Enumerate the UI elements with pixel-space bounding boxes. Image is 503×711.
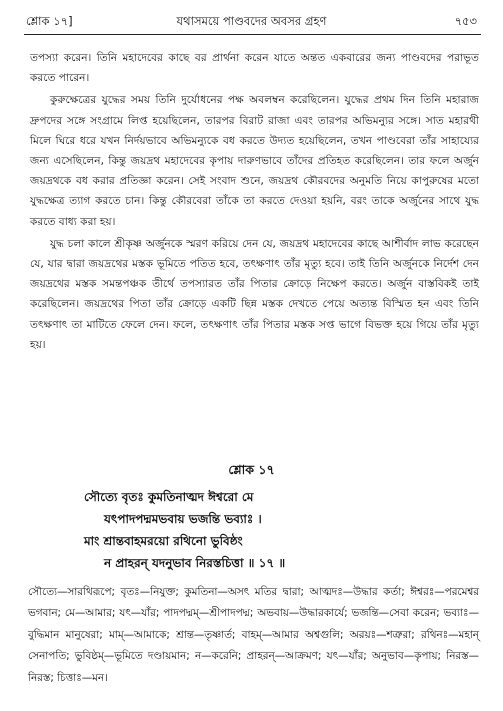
verse-text xyxy=(84,486,473,574)
header-verse-ref: শ্লোক ১৭] xyxy=(26,14,73,28)
paragraph: তপস্যা করেন। তিনি মহাদেবের কাছে বর প্রার্থনা করেন যাতে অন্তত একবারের জন্য পাণ্ডবদের পরাভূত করতে পারেন। xyxy=(30,52,479,85)
header-rule xyxy=(24,34,481,35)
paragraph: যুদ্ধ চলা কালে শ্রীকৃষ্ণ অর্জুনকে স্মরণ করিয়ে দেন যে, জয়দ্রথ মহাদেবের কাছে আশীর্বাদ লাভ করেছেন যে, যার দ্বারা জয়দ্রথের মস্তক ভূমিতে পতিত হবে, তৎক্ষণাৎ তাঁর মৃত্যু হবে। তাই তিনি অর্জুনকে নির্দেশ দেন জয়দ্রথের মস্তক সমন্তপঞ্চক তীর্থে তপস্যারত তাঁর পিতার ক্রোড়ে নিক্ষেপ করতে। অর্জুন বাস্তবিকই তাই করেছিলেন। জয়দ্রথের পিতা তাঁর ক্রোড়ে একটি ছিন্ন মস্তক দেখতে পেয়ে অত্যন্ত বিস্মিত হন এবং তিনি তৎক্ষণাৎ তা মাটিতে ফেলে দেন। ফলে, তৎক্ষণাৎ তাঁর পিতার মস্তক সপ্ত ভাগে বিভক্ত হয়ে গিয়ে তাঁর মৃত্যু হয়। xyxy=(30,237,479,351)
verse-title: শ্লোক ১৭ xyxy=(228,462,275,477)
verse-line: মাং শ্রান্তবাহমরয়ো রথিনো ভুবিষ্ঠং xyxy=(84,534,243,548)
page-number: ৭৫৩ xyxy=(454,14,477,28)
word-meanings: সৌত্যে—সারথিরূপে; বৃতঃ—নিযুক্ত; কুমতিনা—অসৎ মতির দ্বারা; আত্মদঃ—উদ্ধার কর্তা; ঈশ্বরঃ—পরমেশ্বর ভগবান; মে—আমার; যৎ—যাঁর; পাদপদ্মম্—শ্রীপাদপদ্ম; অভবায়—উদ্ধারকার্যে; ভজন্তি—সেবা করেন; ভব্যাঃ—বুদ্ধিমান মানুষেরা; মাম্—আমাকে; শ্রান্ত—তৃষ্ণার্ত; বাহম্—আমার অশ্বগুলি; অরয়ঃ—শত্রুরা; রথিনঃ—মহান্ সেনাপতি; ভুবিষ্ঠম্—ভূমিতে দণ্ডায়মান; ন—করেনি; প্রাহরন্—আক্রমণ; যৎ—যাঁর; অনুভাব—কৃপায়; নিরস্ত—নিরস্ত; চিত্তাঃ—মন। xyxy=(28,586,479,684)
header-chapter-title: যথাসময়ে পাণ্ডবদের অবসর গ্রহণ xyxy=(176,14,327,28)
running-header xyxy=(26,10,477,32)
commentary-text xyxy=(30,48,479,357)
paragraph: কুরুক্ষেত্রের যুদ্ধের সময় তিনি দুর্যোধনের পক্ষ অবলম্বন করেছিলেন। যুদ্ধের প্রথম দিন তিনি মহারাজ দ্রুপদের সঙ্গে সংগ্রামে লিপ্ত হয়েছিলেন, তারপর বিরাট রাজা এবং তারপর অভিমন্যুর সঙ্গে। সাত মহারথী মিলে ঘিরে ধরে যখন নির্দয়ভাবে অভিমন্যুকে বধ করতে উদ্যত হয়েছিলেন, তখন পাণ্ডবেরা তাঁর সাহায্যের জন্য এসেছিলেন, কিন্তু জয়দ্রথ মহাদেবের কৃপায় দারুণভাবে তাঁদের প্রতিহত করেছিলেন। তার ফলে অর্জুন জয়দ্রথকে বধ করার প্রতিজ্ঞা করেন। সেই সংবাদ শুনে, জয়দ্রথ কৌরবদের অনুমতি নিয়ে কাপুরুষের মতো যুদ্ধক্ষেত্র ত্যাগ করতে চান। কিন্তু কৌরবেরা তাঁকে তা করতে দেওয়া হয়নি, বরং তাকে অর্জুনের সাথে যুদ্ধ করতে বাধ্য করা হয়। xyxy=(30,94,479,228)
verse-line: ন প্রাহরন্ যদনুভাব নিরস্তচিত্তা ॥ ১৭ ॥ xyxy=(104,556,286,570)
verse-line: যৎপাদপদ্মমভবায় ভজন্তি ভব্যাঃ । xyxy=(104,512,262,526)
verse-line: সৌত্যে বৃতঃ কুমতিনাত্মদ ঈশ্বরো মে xyxy=(84,490,254,504)
